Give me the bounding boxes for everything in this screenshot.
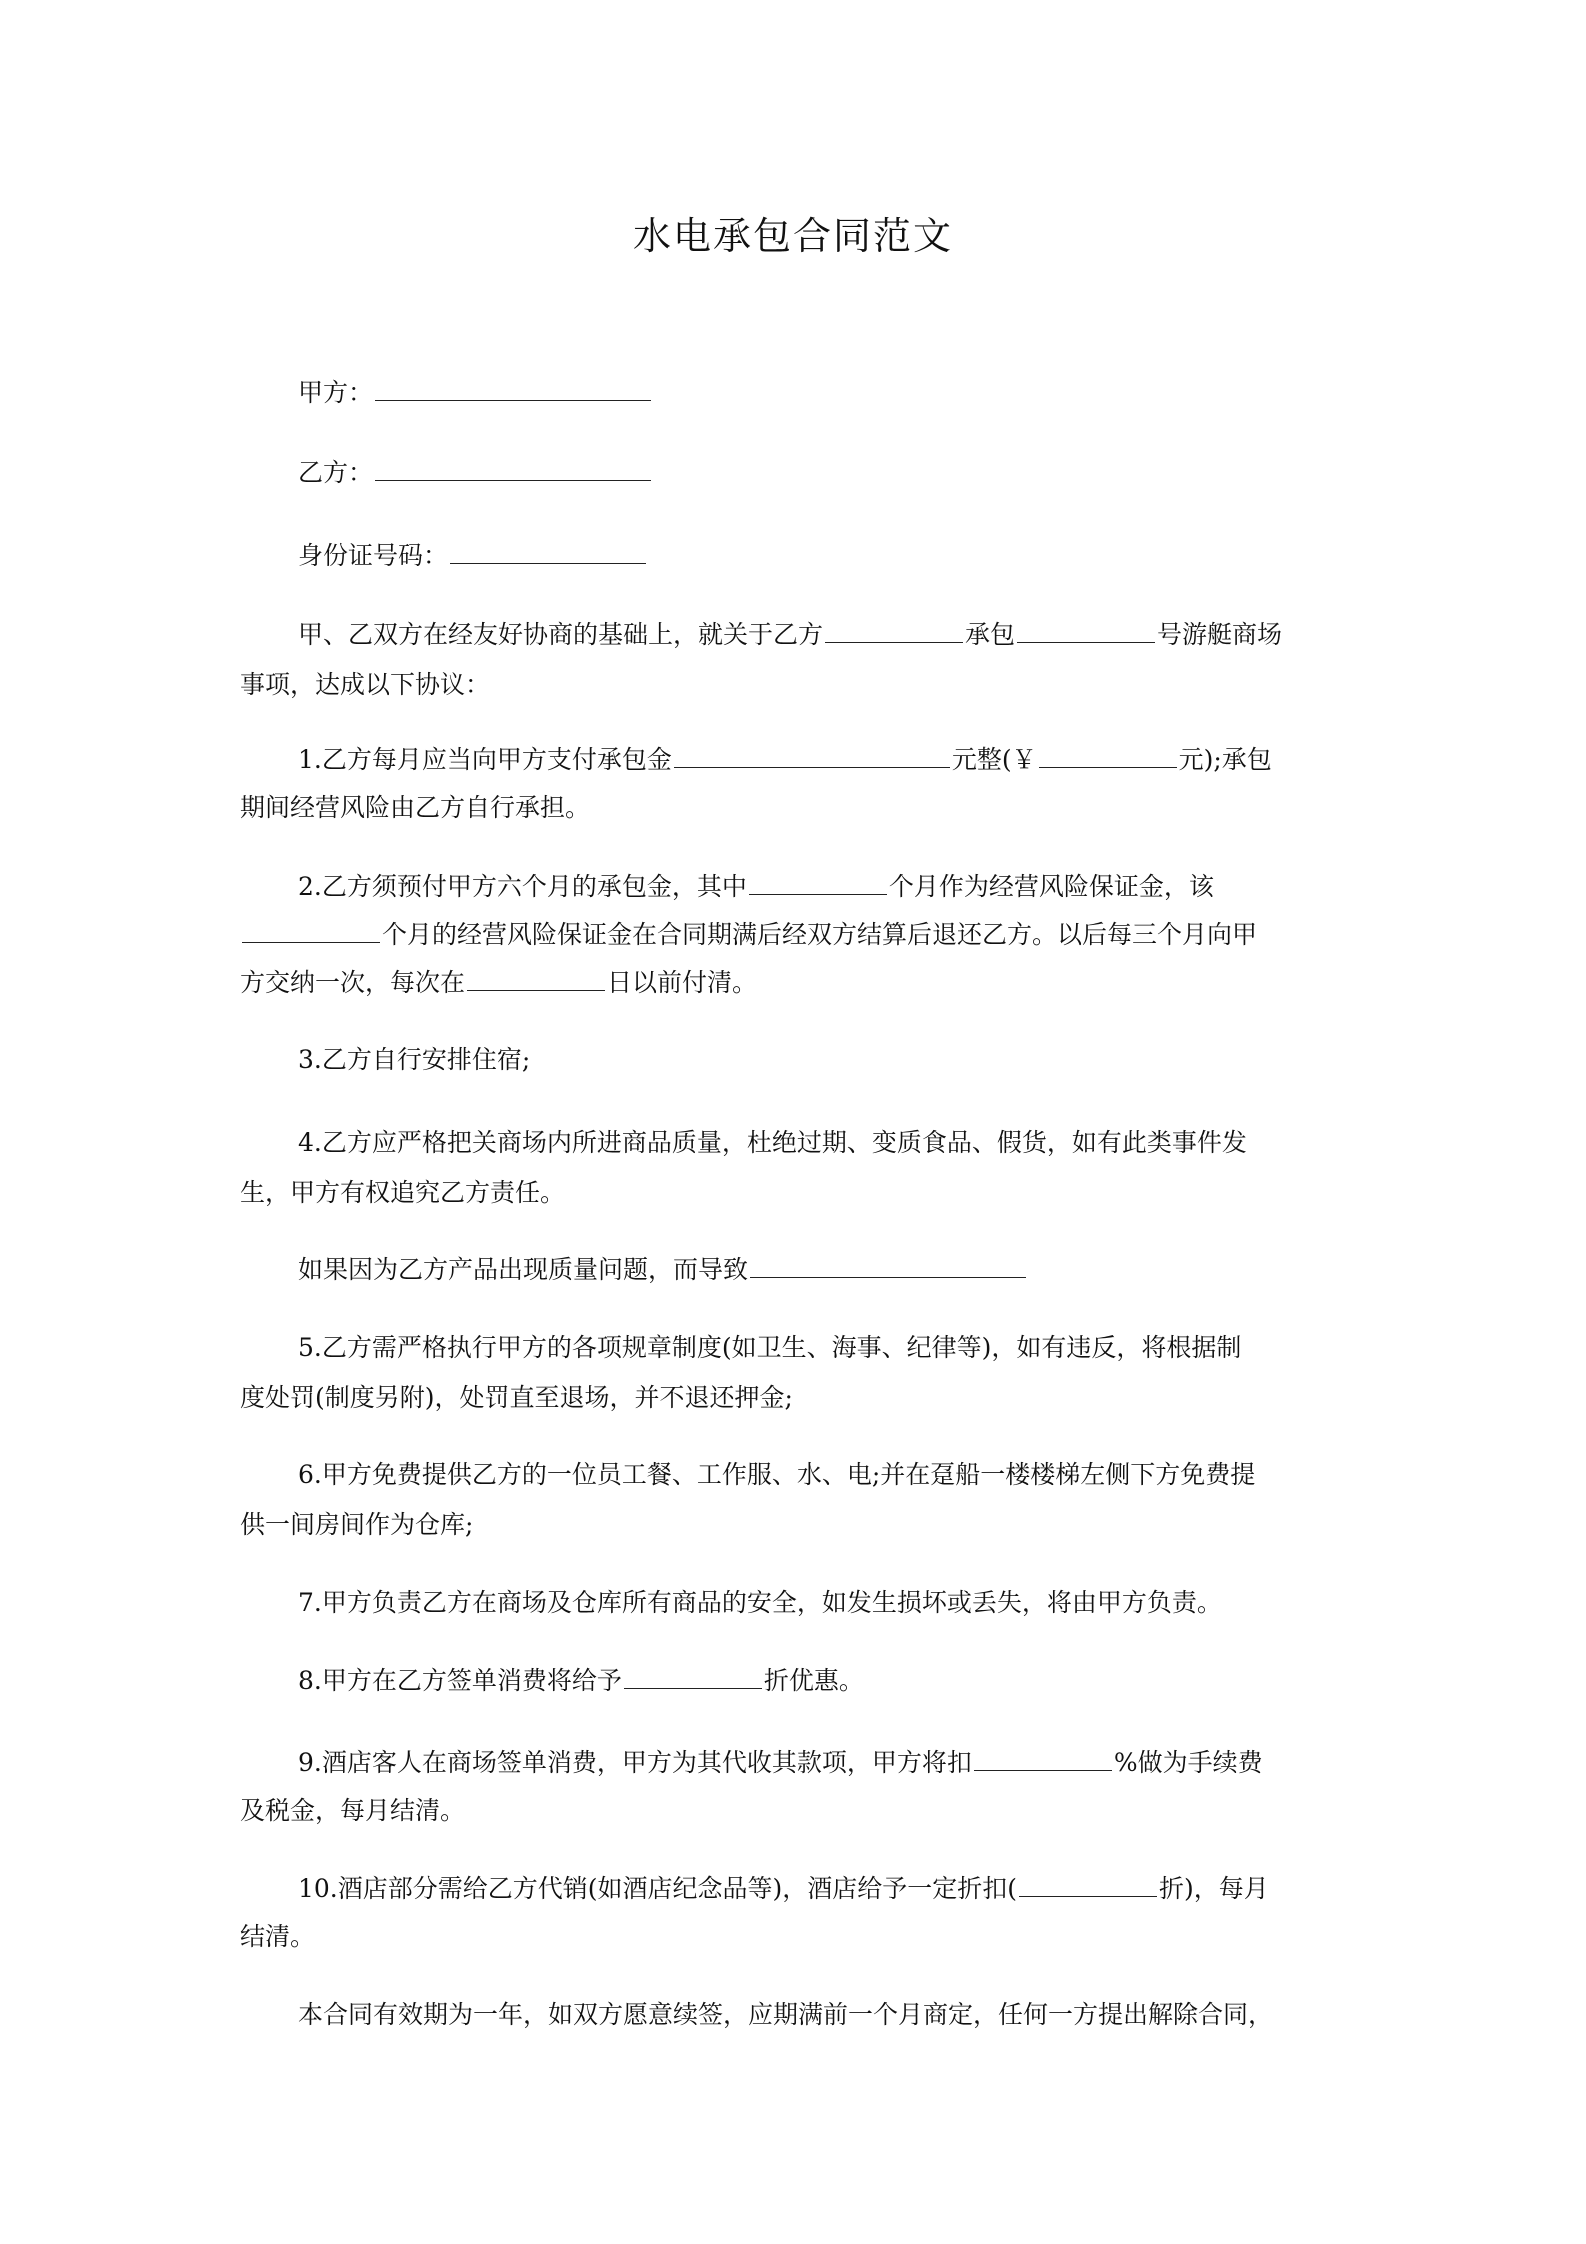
clause-text: 折优惠。 xyxy=(763,1666,864,1695)
clause-9-line-2: 及税金，每月结清。 xyxy=(240,1796,466,1825)
party-a-field xyxy=(298,370,653,413)
clause-4-line-2: 生，甲方有权追究乙方责任。 xyxy=(240,1178,566,1207)
clause-text: %做为手续费 xyxy=(1113,1748,1263,1777)
clause-6-line-2: 供一间房间作为仓库; xyxy=(240,1510,474,1539)
clause-text: 1.乙方每月应当向甲方支付承包金 xyxy=(298,745,672,774)
blank xyxy=(1019,1866,1157,1897)
clause-text: 元);承包 xyxy=(1178,745,1272,774)
clause-2-line-2 xyxy=(240,910,1257,960)
clause-text: 2.乙方须预付甲方六个月的承包金，其中 xyxy=(298,872,747,901)
party-b-blank xyxy=(375,450,651,481)
clause-1 xyxy=(298,735,1356,785)
clause-5: 5.乙方需严格执行甲方的各项规章制度(如卫生、海事、纪律等)，如有违反，将根据制 xyxy=(298,1333,1242,1362)
clause-2-line-3 xyxy=(240,958,757,1008)
intro-text: 承包 xyxy=(965,620,1016,649)
clause-2 xyxy=(298,862,1356,912)
clause-10 xyxy=(298,1864,1356,1914)
id-number-field xyxy=(298,533,648,576)
blank xyxy=(825,612,963,643)
clause-text: 个月的经营风险保证金在合同期满后经双方结算后退还乙方。以后每三个月向甲 xyxy=(382,920,1258,949)
intro-text: 甲、乙双方在经友好协商的基础上，就关于乙方 xyxy=(298,620,824,649)
clause-text: 8.甲方在乙方签单消费将给予 xyxy=(298,1666,622,1695)
clause-5-line-2: 度处罚(制度另附)，处罚直至退场，并不退还押金; xyxy=(240,1383,793,1412)
clause-text: 如果因为乙方产品出现质量问题，而导致 xyxy=(298,1255,749,1284)
clause-text: 9.酒店客人在商场签单消费，甲方为其代收其款项，甲方将扣 xyxy=(298,1748,972,1777)
intro-line-2: 事项，达成以下协议： xyxy=(240,670,491,699)
clause-8 xyxy=(298,1656,1356,1706)
blank xyxy=(1039,737,1177,768)
party-a-label: 甲方： xyxy=(298,378,374,407)
intro-paragraph xyxy=(298,610,1356,660)
clause-text: 折)，每月 xyxy=(1159,1874,1269,1903)
clause-1-line-2: 期间经营风险由乙方自行承担。 xyxy=(240,793,591,822)
intro-text: 号游艇商场 xyxy=(1157,620,1283,649)
blank xyxy=(242,912,380,943)
clause-text: 元整(￥ xyxy=(951,745,1037,774)
term-paragraph: 本合同有效期为一年，如双方愿意续签，应期满前一个月商定，任何一方提出解除合同， xyxy=(298,2000,1274,2029)
blank xyxy=(674,737,950,768)
blank xyxy=(750,1247,1026,1278)
clause-4-extra xyxy=(298,1245,1356,1295)
clause-4: 4.乙方应严格把关商场内所进商品质量，杜绝过期、变质食品、假货，如有此类事件发 xyxy=(298,1128,1247,1157)
party-a-blank xyxy=(375,370,651,401)
blank xyxy=(624,1658,762,1689)
blank xyxy=(974,1740,1112,1771)
document-title: 水电承包合同范文 xyxy=(632,214,953,258)
id-number-blank xyxy=(450,533,646,564)
clause-text: 个月作为经营风险保证金，该 xyxy=(888,872,1214,901)
blank xyxy=(467,960,605,991)
id-number-label: 身份证号码： xyxy=(298,541,449,570)
clause-text: 10.酒店部分需给乙方代销(如酒店纪念品等)，酒店给予一定折扣( xyxy=(298,1874,1018,1903)
party-b-field xyxy=(298,450,653,493)
clause-7: 7.甲方负责乙方在商场及仓库所有商品的安全，如发生损坏或丢失，将由甲方负责。 xyxy=(298,1588,1222,1617)
clause-text: 日以前付清。 xyxy=(607,968,758,997)
clause-3: 3.乙方自行安排住宿; xyxy=(298,1045,531,1074)
clause-10-line-2: 结清。 xyxy=(240,1922,316,1951)
party-b-label: 乙方： xyxy=(298,458,374,487)
blank xyxy=(749,864,887,895)
clause-6: 6.甲方免费提供乙方的一位员工餐、工作服、水、电;并在趸船一楼楼梯左侧下方免费提 xyxy=(298,1460,1256,1489)
blank xyxy=(1017,612,1155,643)
clause-text: 方交纳一次，每次在 xyxy=(240,968,466,997)
clause-9 xyxy=(298,1738,1356,1788)
